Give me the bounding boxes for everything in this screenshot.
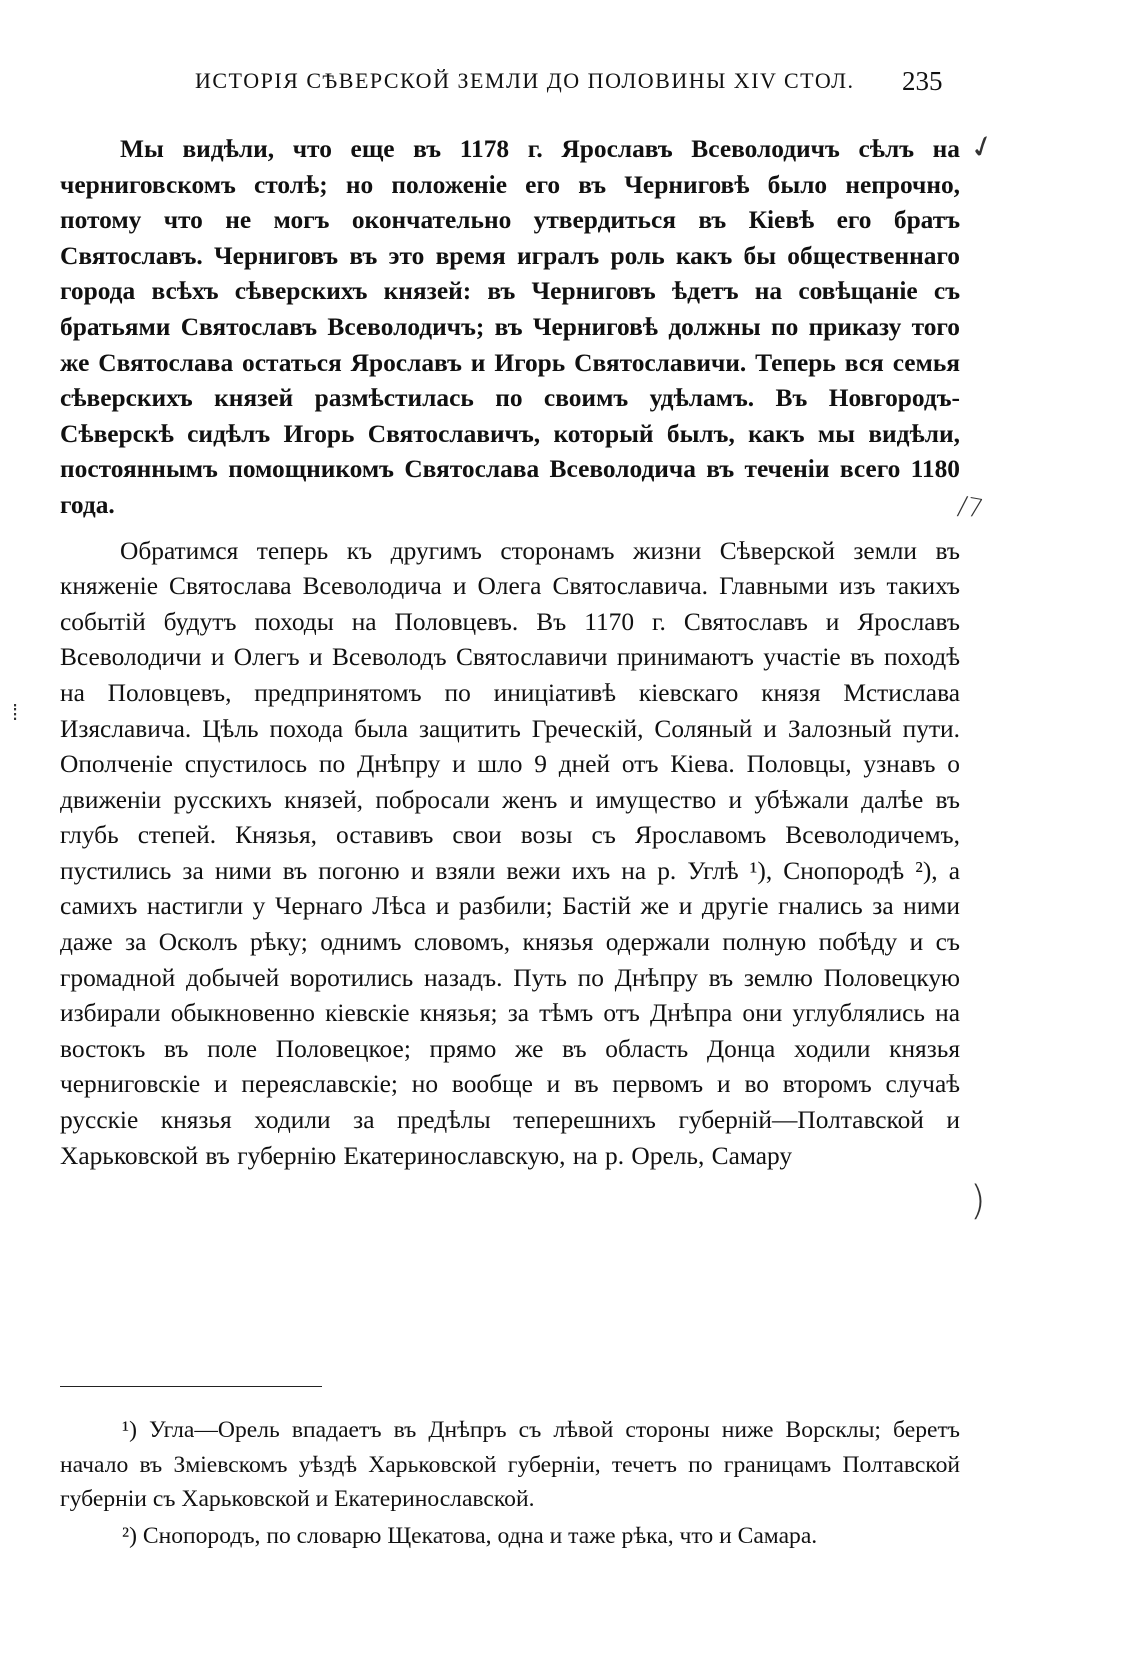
footnote-separator (60, 1386, 322, 1387)
body-text (60, 132, 960, 1174)
handwritten-check-mark: ✓ (965, 126, 1000, 169)
paragraph-1: Мы видѣли, что еще въ 1178 г. Ярославъ Всеволодичъ сѣлъ на черниговскомъ столѣ; но положеніе его въ Черниговѣ было непрочно, потому что не могъ окончательно утвердиться въ Кіевѣ его братъ Святославъ. Черниговъ въ это время игралъ роль какъ бы общественнаго города всѣхъ сѣверскихъ князей: въ Черниговъ ѣдетъ на совѣщаніе съ братьями Святославъ Всеволодичъ; въ Черниговѣ должны по приказу того же Святослава остаться Ярославъ и Игорь Святославичи. Теперь вся семья сѣверскихъ князей размѣстилась по своимъ удѣламъ. Въ Новгородъ-Сѣверскѣ сидѣлъ Игорь Святославичъ, который былъ, какъ мы видѣли, постояннымъ помощникомъ Святослава Всеволодича въ теченіи всего 1180 года. (60, 135, 960, 519)
page-header (0, 68, 1140, 108)
footnote-2: ²) Снопородъ, по словарю Щекатова, одна и таже рѣка, что и Самара. (122, 1522, 818, 1549)
footnote-1: ¹) Угла—Орель впадаетъ въ Днѣпръ съ лѣвой стороны ниже Ворсклы; беретъ начало въ Зміевскомъ уѣздѣ Харьковской губерніи, течетъ по границамъ Полтавской губерніи съ Харьковской и Екатеринославской. (60, 1417, 960, 1512)
page-number: 235 (902, 66, 943, 96)
handwritten-seven-mark: /7 (955, 491, 986, 525)
running-head: ИСТОРІЯ СѢВЕРСКОЙ ЗЕМЛИ ДО ПОЛОВИНЫ XIV СТОЛ. (195, 68, 855, 93)
margin-dot-mark: ⁞ (12, 701, 19, 726)
footnotes (60, 1413, 960, 1553)
handwritten-bracket-mark: ) (970, 1178, 986, 1224)
paragraph-2: Обратимся теперь къ другимъ сторонамъ жизни Сѣверской земли въ княженіе Святослава Всеволодича и Олега Святославича. Главными изъ такихъ событій будутъ походы на Половцевъ. Въ 1170 г. Святославъ и Ярославъ Всеволодичи и Олегъ и Всеволодъ Святославичи принимаютъ участіе въ походѣ на Половцевъ, предпринятомъ по иниціативѣ кіевскаго князя Мстислава Изяславича. Цѣль похода была защитить Греческій, Соляный и Залозный пути. Ополченіе спустилось по Днѣпру и шло 9 дней отъ Кіева. Половцы, узнавъ о движеніи русскихъ князей, побросали женъ и имущество и убѣжали далѣе въ глубь степей. Князья, оставивъ свои возы съ Ярославомъ Всеволодичемъ, пустились за ними въ погоню и взяли вежи ихъ на р. Углѣ ¹), Снопородѣ ²), а самихъ настигли у Чернаго Лѣса и разбили; Бастій же и другіе гнались за ними даже за Осколъ рѣку; однимъ словомъ, князья одержали полную побѣду и съ громадной добычей воротились назадъ. Путь по Днѣпру въ землю Половецкую избирали обыкновенно кіевскіе князья; за тѣмъ отъ Днѣпра они углублялись на востокъ въ поле Половецкое; прямо же въ область Донца ходили князья черниговскіе и переяславскіе; но вообще и въ первомъ и во второмъ случаѣ русскіе князья ходили за предѣлы теперешнихъ губерній—Полтавской и Харьковской въ губернію Екатеринославскую, на р. Орель, Самару (60, 536, 960, 1170)
